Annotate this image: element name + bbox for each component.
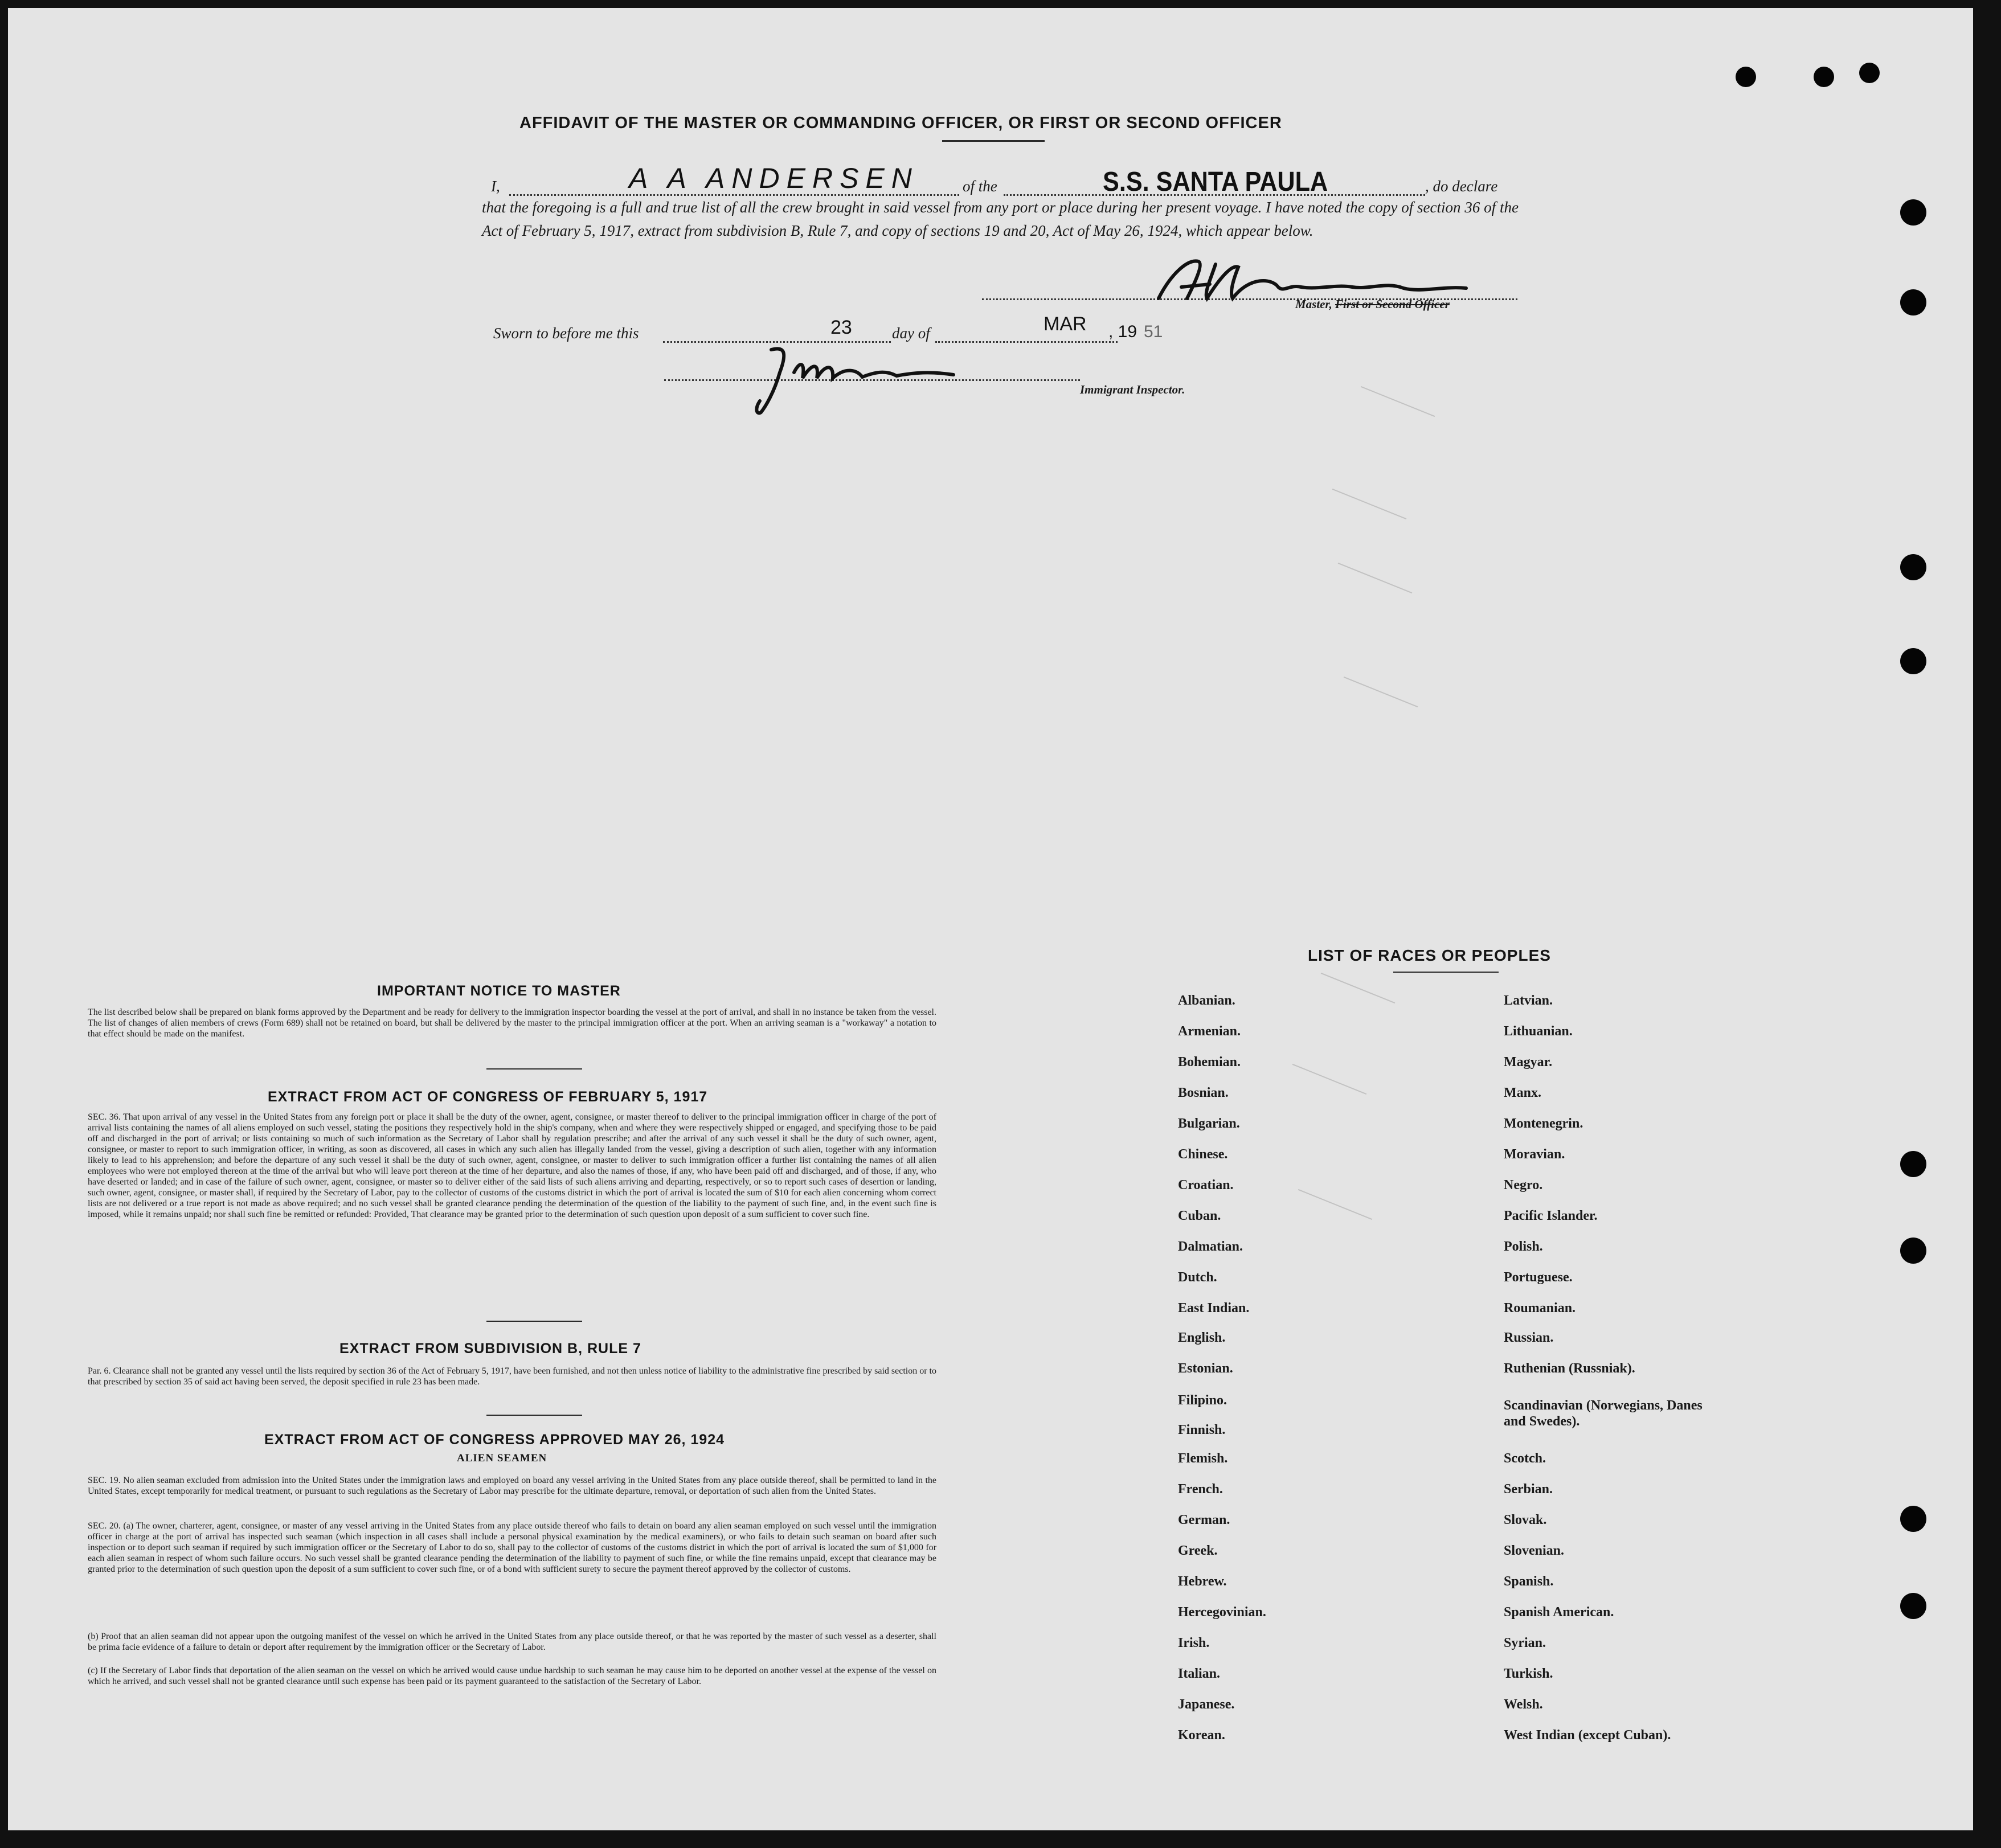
race-item: Slovak.	[1504, 1513, 1547, 1527]
section-divider	[486, 1068, 582, 1070]
race-item: English.	[1178, 1330, 1226, 1345]
race-item: Polish.	[1504, 1239, 1543, 1254]
race-item: Negro.	[1504, 1178, 1543, 1193]
punch-hole	[1900, 1506, 1926, 1532]
race-item: Roumanian.	[1504, 1301, 1576, 1316]
punch-hole	[1900, 1593, 1926, 1619]
race-item: East Indian.	[1178, 1301, 1250, 1316]
master-caption-prefix: Master,	[1295, 297, 1336, 311]
extract-1924-sec19: SEC. 19. No alien seaman excluded from admission into the United States under the immigration laws and employed on board any vessel arriving in the United States from any place outside thereof, shall be permitted to land in the United States, except temporarily for medical treatment, or pursuant to such regulations as the Secretary of Labor may prescribe for the ultimate departure, removal, or deportation of such alien from the United States.	[88, 1476, 936, 1496]
extract-1924-sec20a: SEC. 20. (a) The owner, charterer, agent, consignee, or master of any vessel arriving in the United States from any place outside thereof who fails to detain on board any alien seaman employed on such vessel until the immigration officer in charge at the port of arrival has inspected such seaman (which inspection in all cases shall include a personal physical examination by the medical examiners), or who fails to detain such seaman on board after such inspection or to deport such seaman if required by such immigration officer or the Secretary of Labor to do so, shall pay to the collector of customs of the customs district in which the port of arrival is located the sum of $1,000 for each alien seaman in respect of whom such failure occurs. No such vessel shall be granted clearance pending the determination of the liability to payment of such fine, or while the fine remains unpaid, except that clearance may be granted prior to the determination of such question upon the deposit of a sum sufficient to cover such fine, or of a bond with sufficient surety to secure the payment thereof approved by the collector of customs.	[88, 1521, 936, 1574]
bleed-through-mark	[1292, 1064, 1367, 1095]
affidavit-line1-prefix: I,	[491, 178, 500, 195]
vessel-name: S.S. SANTA PAULA	[1103, 167, 1328, 197]
punch-hole	[1900, 289, 1926, 315]
punch-hole	[1859, 63, 1880, 83]
extract-rule7-text: Par. 6. Clearance shall not be granted any vessel until the lists required by section 36 of the Act of February 5, 1917, have been furnished, and not then unless notice of liability to the administrative fine prescribed by said section or to that prescribed by section 35 of said act having been served, the deposit specified in rule 23 has been made.	[88, 1366, 936, 1387]
sworn-year-suffix: 51	[1144, 322, 1163, 341]
officer-name: A A ANDERSEN	[629, 162, 919, 194]
race-item: Chinese.	[1178, 1147, 1228, 1162]
race-item: Welsh.	[1504, 1697, 1543, 1712]
extract-1917-text: SEC. 36. That upon arrival of any vessel in the United States from any foreign port or place it shall be the duty of the owner, agent, consignee, or master thereof to deliver to the principal immigration officer in charge of the port of arrival lists containing the names of all aliens employed on such vessel, stating the positions they respectively hold in the ship's company, when and where they were respectively shipped or engaged, and specifying those to be paid off and discharged in the port of arrival; or lists containing so much of such information as the Secretary of Labor shall by regulation prescribe; and after the arrival of any such vessel it shall be the duty of such owner, agent, consignee, or master to report to such immigration officer, in writing, as soon as discovered, all cases in which any such alien has illegally landed from the vessel, giving a description of such alien, together with any information likely to lead to his apprehension; and before the departure of any such vessel it shall be the duty of such owner, agent, consignee, or master to deliver to such immigration officer a further list containing the names of all alien employees who were not employed thereon at the time of the arrival but who will leave port thereon at the time of her departure, and also the names of those, if any, who have been paid off and discharged, and of those, if any, who have deserted or landed; and in case of the failure of such owner, agent, consignee, or master so to deliver either of the said lists of such aliens arriving and departing, respectively, or so to report such cases of desertion or landing, such owner, agent, consignee, or master shall, if required by the Secretary of Labor, pay to the collector of customs of the customs district in which the port of arrival is located the sum of $10 for each alien concerning whom correct lists are not delivered or a true report is not made as above required; and no such vessel shall be granted clearance pending the determination of the question of the liability to the payment of such fine, and, in the event such fine is imposed, while it remains unpaid; nor shall such fine be remitted or refunded: Provided, That clearance may be granted prior to the determination of such question upon deposit of a sum sufficient to cover such fine.	[88, 1112, 936, 1219]
race-item: Finnish.	[1178, 1423, 1226, 1437]
extract-1917-title: EXTRACT FROM ACT OF CONGRESS OF FEBRUARY 5, 1917	[268, 1089, 708, 1105]
race-item: Korean.	[1178, 1728, 1225, 1743]
race-item: Syrian.	[1504, 1636, 1546, 1650]
day-of-label: day of	[892, 325, 930, 342]
punch-hole	[1900, 1151, 1926, 1177]
punch-hole	[1900, 199, 1926, 226]
punch-hole	[1814, 67, 1834, 87]
race-item: German.	[1178, 1513, 1230, 1527]
race-item: Turkish.	[1504, 1666, 1553, 1681]
race-item: Bosnian.	[1178, 1085, 1229, 1100]
sworn-year-prefix: , 19	[1108, 322, 1137, 341]
race-item: Dutch.	[1178, 1270, 1217, 1285]
race-item: Irish.	[1178, 1636, 1210, 1650]
race-item: Greek.	[1178, 1543, 1218, 1558]
race-item: Ruthenian (Russniak).	[1504, 1361, 1635, 1376]
race-item: Montenegrin.	[1504, 1116, 1583, 1131]
document-sheet	[8, 8, 1973, 1830]
race-item: Slovenian.	[1504, 1543, 1565, 1558]
race-item: Filipino.	[1178, 1393, 1227, 1408]
master-caption-struck: First or Second Officer	[1335, 297, 1450, 311]
races-title: LIST OF RACES OR PEOPLES	[1308, 946, 1551, 964]
race-item: Latvian.	[1504, 993, 1553, 1008]
bleed-through-mark	[1298, 1189, 1373, 1220]
race-item: Hercegovinian.	[1178, 1605, 1266, 1620]
bleed-through-mark	[1338, 563, 1413, 593]
extract-1924-sec20c: (c) If the Secretary of Labor finds that deportation of the alien seaman on the vessel on which he arrived would cause undue hardship to such seaman he may cause him to be deported on another vessel at the expense of the vessel on which he arrived, and such vessel shall not be granted clearance until such expense has been paid or its payment guaranteed to the satisfaction of the Secretary of Labor.	[88, 1666, 936, 1686]
section-divider	[486, 1415, 582, 1416]
race-item: Lithuanian.	[1504, 1024, 1573, 1039]
race-item: Bulgarian.	[1178, 1116, 1240, 1131]
sworn-month: MAR	[1044, 313, 1087, 335]
punch-hole	[1900, 648, 1926, 674]
extract-1924-sec20b: (b) Proof that an alien seaman did not appear upon the outgoing manifest of the vessel on which he arrived in the United States from any place outside thereof, or that he was reported by the master of such vessel as a deserter, shall be prima facie evidence of a failure to detain or deport after requirement by the immigration officer or the Secretary of Labor.	[88, 1632, 936, 1652]
punch-hole	[1736, 67, 1756, 87]
race-item: Cuban.	[1178, 1208, 1221, 1223]
master-caption	[1295, 297, 1450, 312]
extract-1924-title: EXTRACT FROM ACT OF CONGRESS APPROVED MAY 26, 1924	[264, 1432, 725, 1448]
race-item: Albanian.	[1178, 993, 1235, 1008]
race-item: Bohemian.	[1178, 1055, 1241, 1070]
race-item: Spanish.	[1504, 1574, 1554, 1589]
affidavit-title: AFFIDAVIT OF THE MASTER OR COMMANDING OFFICER, OR FIRST OR SECOND OFFICER	[519, 114, 1282, 132]
races-divider	[1393, 972, 1499, 973]
bleed-through-mark	[1361, 386, 1435, 417]
race-item: Serbian.	[1504, 1482, 1553, 1497]
race-item: Pacific Islander.	[1504, 1208, 1598, 1223]
race-item: Magyar.	[1504, 1055, 1553, 1070]
affidavit-line1-suffix: , do declare	[1425, 178, 1498, 195]
race-item: Flemish.	[1178, 1451, 1228, 1466]
affidavit-body: that the foregoing is a full and true list of all the crew brought in said vessel from any port or place during her present voyage. I have noted the copy of section 36 of the Act of February 5, 1917, extract from subdivision B, Rule 7, and copy of sections 19 and 20, Act of May 26, 1924, which appear below.	[482, 199, 1519, 239]
sworn-day: 23	[830, 317, 852, 338]
sworn-prefix: Sworn to before me this	[493, 325, 639, 342]
inspector-signature	[748, 338, 988, 418]
race-item: Croatian.	[1178, 1178, 1234, 1193]
race-item: West Indian (except Cuban).	[1504, 1728, 1671, 1743]
bleed-through-mark	[1344, 677, 1418, 707]
race-item: Estonian.	[1178, 1361, 1233, 1376]
extract-1924-subtitle: ALIEN SEAMEN	[457, 1452, 547, 1464]
notice-title: IMPORTANT NOTICE TO MASTER	[377, 983, 621, 999]
title-divider	[942, 140, 1045, 142]
race-item: French.	[1178, 1482, 1223, 1497]
race-item: Russian.	[1504, 1330, 1554, 1345]
race-item: Portuguese.	[1504, 1270, 1573, 1285]
race-item: Manx.	[1504, 1085, 1541, 1100]
extract-rule7-title: EXTRACT FROM SUBDIVISION B, RULE 7	[339, 1341, 641, 1357]
section-divider	[486, 1321, 582, 1322]
race-item: Spanish American.	[1504, 1605, 1614, 1620]
race-item: Scandinavian (Norwegians, Danes and Swedes).	[1504, 1398, 1703, 1429]
punch-hole	[1900, 1238, 1926, 1264]
bleed-through-mark	[1332, 489, 1407, 519]
race-item: Moravian.	[1504, 1147, 1565, 1162]
race-item: Scotch.	[1504, 1451, 1546, 1466]
affidavit-line1-mid: of the	[963, 178, 997, 195]
race-item: Hebrew.	[1178, 1574, 1227, 1589]
race-item: Dalmatian.	[1178, 1239, 1243, 1254]
race-item: Japanese.	[1178, 1697, 1235, 1712]
bleed-through-mark	[1321, 973, 1396, 1003]
inspector-caption: Immigrant Inspector.	[1080, 383, 1185, 396]
punch-hole	[1900, 554, 1926, 580]
race-item: Armenian.	[1178, 1024, 1241, 1039]
race-item: Italian.	[1178, 1666, 1221, 1681]
notice-text: The list described below shall be prepared on blank forms approved by the Department and be ready for delivery to the immigration inspector boarding the vessel at the port of arrival, and shall in no instance be taken from the vessel. The list of changes of alien members of crews (Form 689) shall not be retained on board, but shall be delivered by the master to the principal immigration officer at the port. When an arriving seaman is a "workaway" a notation to that effect should be made on the manifest.	[88, 1007, 936, 1039]
